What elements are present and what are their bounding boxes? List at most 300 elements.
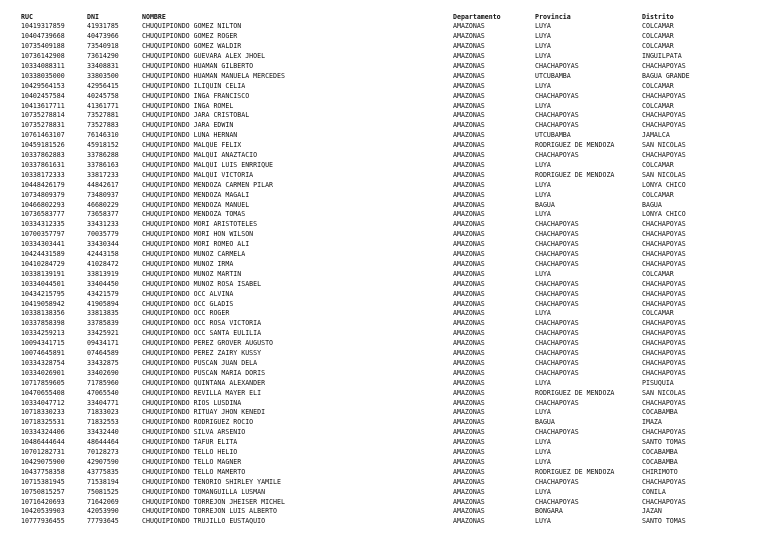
ruc-cell: 10701282731 — [21, 448, 65, 456]
nombre-cell: CHUQUIPIONDO INGA ROMEL — [142, 101, 234, 110]
distrito-cell: INGUILPATA — [642, 52, 682, 60]
nombre-cell: CHUQUIPIONDO MALQUI VICTORIA — [142, 170, 254, 179]
ruc-cell: 10761463107 — [21, 131, 65, 140]
provincia-cell: LUYA — [535, 487, 551, 496]
ruc-cell: 10459181526 — [21, 141, 65, 150]
ruc-cell: 10777936455 — [21, 517, 65, 526]
departamento-cell: AMAZONAS — [453, 160, 485, 169]
provincia-cell: LUYA — [535, 180, 551, 189]
dni-cell: 76146310 — [87, 131, 119, 140]
distrito-cell: CHACHAPOYAS — [642, 339, 686, 348]
provincia-cell: CHACHAPOYAS — [535, 240, 579, 249]
nombre-cell: CHUQUIPIONDO MUÑOZ CARMELA — [142, 250, 246, 258]
departamento-cell: AMAZONAS — [453, 220, 485, 229]
departamento-cell: AMAZONAS — [453, 180, 485, 189]
provincia-cell: LUYA — [535, 190, 551, 199]
provincia-cell: CHACHAPOYAS — [535, 230, 579, 239]
ruc-cell: 10429075900 — [21, 457, 65, 466]
dni-cell: 33402690 — [87, 368, 119, 377]
dni-cell: 40245758 — [87, 91, 119, 100]
departamento-cell: AMAZONAS — [453, 71, 485, 80]
distrito-cell: CHIRIMOTO — [642, 467, 678, 476]
table-row — [0, 408, 768, 418]
table-row — [0, 488, 768, 498]
nombre-cell: CHUQUIPIONDO RODRIGUEZ ROCIO — [142, 418, 254, 427]
dni-cell: 40473966 — [87, 32, 119, 41]
distrito-cell: BAGUA — [642, 200, 662, 209]
provincia-cell: LUYA — [535, 269, 551, 278]
dni-cell: 41361771 — [87, 101, 119, 110]
provincia-cell: RODRIGUEZ DE MENDOZA — [535, 170, 615, 179]
table-row — [0, 191, 768, 201]
provincia-cell: LUYA — [535, 52, 551, 60]
ruc-cell: 10736142908 — [21, 52, 65, 60]
provincia-cell: LUYA — [535, 22, 551, 31]
dni-cell: 71832553 — [87, 418, 119, 427]
dni-cell: 33432875 — [87, 358, 119, 367]
dni-cell: 33432440 — [87, 428, 119, 437]
provincia-cell: CHACHAPOYAS — [535, 428, 579, 437]
distrito-cell: IMAZA — [642, 418, 662, 427]
distrito-cell: COCABAMBA — [642, 408, 678, 417]
distrito-cell: CHACHAPOYAS — [642, 398, 686, 407]
provincia-cell: LUYA — [535, 408, 551, 417]
provincia-cell: CHACHAPOYAS — [535, 111, 579, 120]
departamento-cell: AMAZONAS — [453, 200, 485, 209]
nombre-cell: CHUQUIPIONDO PUSCAN JUAN DELA — [142, 358, 258, 367]
nombre-cell: CHUQUIPIONDO TELLO HELIO — [142, 448, 238, 456]
provincia-cell: CHACHAPOYAS — [535, 220, 579, 229]
distrito-cell: LONYA CHICO — [642, 210, 686, 219]
dni-cell: 71642069 — [87, 497, 119, 506]
dni-cell: 33813835 — [87, 309, 119, 318]
distrito-cell: CHACHAPOYAS — [642, 358, 686, 367]
distrito-cell: CHACHAPOYAS — [642, 111, 686, 120]
departamento-cell: AMAZONAS — [453, 319, 485, 328]
ruc-cell: 10715381945 — [21, 477, 65, 486]
nombre-cell: CHUQUIPIONDO RITUAY JHON KENEDI — [142, 408, 266, 417]
distrito-cell: COLCAMAR — [642, 160, 674, 169]
distrito-cell: PISUQUIA — [642, 378, 674, 387]
table-row — [0, 181, 768, 191]
provincia-cell: LUYA — [535, 42, 551, 51]
departamento-cell: AMAZONAS — [453, 111, 485, 120]
table-row — [0, 270, 768, 280]
provincia-cell: LUYA — [535, 378, 551, 387]
table-row — [0, 309, 768, 319]
distrito-cell: CHACHAPOYAS — [642, 428, 686, 437]
ruc-cell: 10074645891 — [21, 349, 65, 357]
table-row — [0, 230, 768, 240]
ruc-cell: 10717859605 — [21, 378, 65, 387]
provincia-cell: LUYA — [535, 309, 551, 318]
distrito-cell: COLCAMAR — [642, 101, 674, 110]
ruc-cell: 10338138356 — [21, 309, 65, 318]
nombre-cell: CHUQUIPIONDO MENDOZA TOMAS — [142, 210, 246, 219]
nombre-cell: CHUQUIPIONDO PEREZ GROVER AUGUSTO — [142, 339, 274, 348]
dni-cell: 33786288 — [87, 151, 119, 159]
ruc-cell: 10420539903 — [21, 507, 65, 516]
distrito-cell: CHACHAPOYAS — [642, 220, 686, 229]
departamento-cell: AMAZONAS — [453, 339, 485, 348]
distrito-cell: COLCAMAR — [642, 269, 674, 278]
ruc-cell: 10334312335 — [21, 220, 65, 229]
distrito-cell: CHACHAPOYAS — [642, 240, 686, 249]
provincia-cell: CHACHAPOYAS — [535, 368, 579, 377]
departamento-cell: AMAZONAS — [453, 279, 485, 288]
table-row — [0, 507, 768, 517]
dni-cell: 73658377 — [87, 210, 119, 219]
ruc-cell: 10402457584 — [21, 91, 65, 100]
table-row — [0, 161, 768, 171]
nombre-cell: CHUQUIPIONDO MALQUE FELIX — [142, 141, 242, 150]
departamento-cell: AMAZONAS — [453, 121, 485, 130]
provincia-cell: CHACHAPOYAS — [535, 279, 579, 288]
departamento-cell: AMAZONAS — [453, 22, 485, 31]
departamento-cell: AMAZONAS — [453, 358, 485, 367]
provincia-cell: CHACHAPOYAS — [535, 398, 579, 407]
departamento-cell: AMAZONAS — [453, 448, 485, 456]
nombre-cell: CHUQUIPIONDO MORI HON WILSON — [142, 230, 254, 239]
table-row — [0, 290, 768, 300]
distrito-cell: CHACHAPOYAS — [642, 250, 686, 258]
nombre-cell: CHUQUIPIONDO HUAMAN MANUELA MERCEDES — [142, 71, 285, 80]
ruc-cell: 10734809379 — [21, 190, 65, 199]
distrito-cell: LONYA CHICO — [642, 180, 686, 189]
nombre-cell: CHUQUIPIONDO MENDOZA MAGALI — [142, 190, 250, 199]
departamento-cell: AMAZONAS — [453, 477, 485, 486]
departamento-cell: AMAZONAS — [453, 131, 485, 140]
ruc-cell: 10466802293 — [21, 200, 65, 209]
departamento-cell: AMAZONAS — [453, 497, 485, 506]
dni-cell: 33430344 — [87, 240, 119, 249]
departamento-cell: AMAZONAS — [453, 151, 485, 159]
nombre-cell: CHUQUIPIONDO MUÑOZ IRMA — [142, 259, 234, 268]
departamento-cell: AMAZONAS — [453, 329, 485, 338]
provincia-cell: CHACHAPOYAS — [535, 319, 579, 328]
nombre-cell: CHUQUIPIONDO OCC ALVINA — [142, 289, 234, 298]
distrito-cell: COCABAMBA — [642, 448, 678, 456]
table-row — [0, 131, 768, 141]
provincia-cell: CHACHAPOYAS — [535, 121, 579, 130]
table-row — [0, 438, 768, 448]
dni-cell: 33404450 — [87, 279, 119, 288]
table-row — [0, 72, 768, 82]
nombre-cell: CHUQUIPIONDO MALQUI LUIS ENRRIQUE — [142, 160, 274, 169]
provincia-cell: LUYA — [535, 438, 551, 447]
provincia-cell: CHACHAPOYAS — [535, 289, 579, 298]
nombre-cell: CHUQUIPIONDO SILVA ARSENIO — [142, 428, 246, 437]
ruc-cell: 10410284729 — [21, 259, 65, 268]
ruc-cell: 10718330233 — [21, 408, 65, 417]
departamento-cell: AMAZONAS — [453, 210, 485, 219]
dni-cell: 45918152 — [87, 141, 119, 150]
nombre-cell: CHUQUIPIONDO OCC GLADIS — [142, 299, 234, 308]
dni-cell: 09434171 — [87, 339, 119, 348]
table-row — [0, 201, 768, 211]
distrito-cell: COLCAMAR — [642, 22, 674, 31]
dni-cell: 33803500 — [87, 71, 119, 80]
provincia-cell: LUYA — [535, 32, 551, 41]
ruc-cell: 10334047712 — [21, 398, 65, 407]
distrito-cell: COLCAMAR — [642, 81, 674, 90]
dni-cell: 33786163 — [87, 160, 119, 169]
nombre-cell: CHUQUIPIONDO MUÑOZ MARTIN — [142, 269, 242, 278]
provincia-cell: CHACHAPOYAS — [535, 61, 579, 70]
ruc-cell: 10735278831 — [21, 121, 65, 130]
provincia-cell: CHACHAPOYAS — [535, 497, 579, 506]
nombre-cell: CHUQUIPIONDO OCC ROSA VICTORIA — [142, 319, 262, 328]
table-row — [0, 210, 768, 220]
ruc-cell: 10429564153 — [21, 81, 65, 90]
dni-cell: 43421579 — [87, 289, 119, 298]
provincia-cell: CHACHAPOYAS — [535, 151, 579, 159]
provincia-cell: BONGARA — [535, 507, 563, 516]
provincia-cell: CHACHAPOYAS — [535, 339, 579, 348]
nombre-cell: CHUQUIPIONDO MORI ROMEO ALI — [142, 240, 250, 249]
departamento-cell: AMAZONAS — [453, 190, 485, 199]
ruc-cell: 10337861631 — [21, 160, 65, 169]
nombre-cell: CHUQUIPIONDO TOMANGUILLA LUSMAN — [142, 487, 266, 496]
departamento-cell: AMAZONAS — [453, 428, 485, 437]
distrito-cell: CHACHAPOYAS — [642, 151, 686, 159]
provincia-cell: RODRIGUEZ DE MENDOZA — [535, 388, 615, 397]
header-ruc: RUC — [21, 12, 33, 21]
distrito-cell: CHACHAPOYAS — [642, 259, 686, 268]
nombre-cell: CHUQUIPIONDO HUAMAN GILBERTO — [142, 61, 254, 70]
dni-cell: 71785960 — [87, 378, 119, 387]
ruc-cell: 10419058942 — [21, 299, 65, 308]
departamento-cell: AMAZONAS — [453, 467, 485, 476]
departamento-cell: AMAZONAS — [453, 32, 485, 41]
nombre-cell: CHUQUIPIONDO QUINTANA ALEXANDER — [142, 378, 266, 387]
departamento-cell: AMAZONAS — [453, 91, 485, 100]
header-departamento: Departamento — [453, 12, 501, 21]
ruc-cell: 10337862883 — [21, 151, 65, 159]
provincia-cell: CHACHAPOYAS — [535, 358, 579, 367]
ruc-cell: 10735278814 — [21, 111, 65, 120]
departamento-cell: AMAZONAS — [453, 61, 485, 70]
header-nombre: NOMBRE — [142, 12, 166, 21]
table-row — [0, 517, 768, 527]
distrito-cell: COLCAMAR — [642, 32, 674, 41]
table-header-row — [0, 13, 768, 23]
table-row — [0, 379, 768, 389]
dni-cell: 42956415 — [87, 81, 119, 90]
departamento-cell: AMAZONAS — [453, 81, 485, 90]
nombre-cell: CHUQUIPIONDO TAFUR ELITA — [142, 438, 238, 447]
dni-cell: 33404771 — [87, 398, 119, 407]
distrito-cell: SANTO TOMAS — [642, 517, 686, 526]
departamento-cell: AMAZONAS — [453, 259, 485, 268]
dni-cell: 33785839 — [87, 319, 119, 328]
table-row — [0, 121, 768, 131]
distrito-cell: JAZAN — [642, 507, 662, 516]
distrito-cell: SAN NICOLAS — [642, 170, 686, 179]
ruc-cell: 10334303441 — [21, 240, 65, 249]
nombre-cell: CHUQUIPIONDO MENDOZA MANUEL — [142, 200, 250, 209]
table-row — [0, 111, 768, 121]
ruc-cell: 10338172333 — [21, 170, 65, 179]
dni-cell: 73527883 — [87, 121, 119, 130]
nombre-cell: CHUQUIPIONDO TORREJON JHEISER MICHEL — [142, 497, 285, 506]
ruc-cell: 10750815257 — [21, 487, 65, 496]
departamento-cell: AMAZONAS — [453, 418, 485, 427]
ruc-cell: 10736583777 — [21, 210, 65, 219]
nombre-cell: CHUQUIPIONDO TELLO MAMERTO — [142, 467, 246, 476]
nombre-cell: CHUQUIPIONDO MUÑOZ ROSA ISABEL — [142, 279, 262, 288]
ruc-cell: 10334088311 — [21, 61, 65, 70]
dni-cell: 73480937 — [87, 190, 119, 199]
dni-cell: 73527881 — [87, 111, 119, 120]
nombre-cell: CHUQUIPIONDO TRUJILLO EUSTAQUIO — [142, 517, 266, 526]
nombre-cell: CHUQUIPIONDO REVILLA MAYER ELI — [142, 388, 262, 397]
table-row — [0, 250, 768, 260]
table-row — [0, 171, 768, 181]
distrito-cell: COLCAMAR — [642, 42, 674, 51]
dni-cell: 73614290 — [87, 52, 119, 60]
dni-cell: 70035779 — [87, 230, 119, 239]
distrito-cell: SAN NICOLAS — [642, 388, 686, 397]
departamento-cell: AMAZONAS — [453, 240, 485, 249]
distrito-cell: CHACHAPOYAS — [642, 230, 686, 239]
nombre-cell: CHUQUIPIONDO GUEVARA ALEX JHOEL — [142, 52, 266, 60]
dni-cell: 44842617 — [87, 180, 119, 189]
table-row — [0, 240, 768, 250]
provincia-cell: CHACHAPOYAS — [535, 477, 579, 486]
ruc-cell: 10334044501 — [21, 279, 65, 288]
nombre-cell: CHUQUIPIONDO MORI ARISTOTELES — [142, 220, 258, 229]
nombre-cell: CHUQUIPIONDO GOMEZ NILTON — [142, 22, 242, 31]
nombre-cell: CHUQUIPIONDO TENORIO SHIRLEY YAMILE — [142, 477, 281, 486]
nombre-cell: CHUQUIPIONDO PEREZ ZAIRY KUSSY — [142, 349, 262, 357]
header-dni: DNI — [87, 12, 99, 21]
table-row — [0, 62, 768, 72]
dni-cell: 41905894 — [87, 299, 119, 308]
distrito-cell: COCABAMBA — [642, 457, 678, 466]
provincia-cell: LUYA — [535, 160, 551, 169]
nombre-cell: CHUQUIPIONDO LUNA HERNAN — [142, 131, 238, 140]
ruc-cell: 10413617711 — [21, 101, 65, 110]
departamento-cell: AMAZONAS — [453, 299, 485, 308]
nombre-cell: CHUQUIPIONDO OCC ROGER — [142, 309, 230, 318]
dni-cell: 42443158 — [87, 250, 119, 258]
distrito-cell: CHACHAPOYAS — [642, 349, 686, 357]
ruc-cell: 10338035000 — [21, 71, 65, 80]
table-row — [0, 428, 768, 438]
provincia-cell: CHACHAPOYAS — [535, 250, 579, 258]
dni-cell: 07464589 — [87, 349, 119, 357]
dni-cell: 41931785 — [87, 22, 119, 31]
nombre-cell: CHUQUIPIONDO JARA CRISTOBAL — [142, 111, 250, 120]
distrito-cell: CHACHAPOYAS — [642, 279, 686, 288]
ruc-cell: 10448426179 — [21, 180, 65, 189]
distrito-cell: BAGUA GRANDE — [642, 71, 690, 80]
ruc-cell: 10334328754 — [21, 358, 65, 367]
table-row — [0, 468, 768, 478]
ruc-cell: 10337858398 — [21, 319, 65, 328]
provincia-cell: BAGUA — [535, 200, 555, 209]
nombre-cell: CHUQUIPIONDO INGA FRANCISCO — [142, 91, 250, 100]
ruc-cell: 10404739668 — [21, 32, 65, 41]
departamento-cell: AMAZONAS — [453, 388, 485, 397]
nombre-cell: CHUQUIPIONDO GOMEZ ROGER — [142, 32, 238, 41]
provincia-cell: RODRIGUEZ DE MENDOZA — [535, 141, 615, 150]
table-row — [0, 448, 768, 458]
dni-cell: 41028472 — [87, 259, 119, 268]
table-row — [0, 418, 768, 428]
departamento-cell: AMAZONAS — [453, 507, 485, 516]
ruc-cell: 10334026901 — [21, 368, 65, 377]
departamento-cell: AMAZONAS — [453, 289, 485, 298]
nombre-cell: CHUQUIPIONDO OCC SANTA EULILIA — [142, 329, 262, 338]
table-row — [0, 329, 768, 339]
table-row — [0, 260, 768, 270]
table-row — [0, 42, 768, 52]
dni-cell: 42053990 — [87, 507, 119, 516]
distrito-cell: CHACHAPOYAS — [642, 477, 686, 486]
table-row — [0, 151, 768, 161]
ruc-cell: 10718325531 — [21, 418, 65, 427]
table-row — [0, 220, 768, 230]
distrito-cell: COLCAMAR — [642, 190, 674, 199]
table-row — [0, 369, 768, 379]
table-row — [0, 478, 768, 488]
distrito-cell: CHACHAPOYAS — [642, 319, 686, 328]
table-row — [0, 82, 768, 92]
table-row — [0, 319, 768, 329]
table-row — [0, 389, 768, 399]
ruc-cell: 10424431589 — [21, 250, 65, 258]
departamento-cell: AMAZONAS — [453, 349, 485, 357]
dni-cell: 33408831 — [87, 61, 119, 70]
departamento-cell: AMAZONAS — [453, 378, 485, 387]
departamento-cell: AMAZONAS — [453, 309, 485, 318]
ruc-cell: 10334324406 — [21, 428, 65, 437]
table-row — [0, 339, 768, 349]
provincia-cell: CHACHAPOYAS — [535, 349, 579, 357]
provincia-cell: CHACHAPOYAS — [535, 91, 579, 100]
table-row — [0, 359, 768, 369]
departamento-cell: AMAZONAS — [453, 269, 485, 278]
distrito-cell: CHACHAPOYAS — [642, 329, 686, 338]
departamento-cell: AMAZONAS — [453, 517, 485, 526]
provincia-cell: LUYA — [535, 517, 551, 526]
nombre-cell: CHUQUIPIONDO TORREJON LUIS ALBERTO — [142, 507, 277, 516]
departamento-cell: AMAZONAS — [453, 52, 485, 60]
provincia-cell: UTCUBAMBA — [535, 71, 571, 80]
provincia-cell: LUYA — [535, 210, 551, 219]
ruc-cell: 10437758358 — [21, 467, 65, 476]
departamento-cell: AMAZONAS — [453, 487, 485, 496]
table-row — [0, 280, 768, 290]
ruc-cell: 10338139191 — [21, 269, 65, 278]
dni-cell: 71833023 — [87, 408, 119, 417]
nombre-cell: CHUQUIPIONDO RIOS LUSDINA — [142, 398, 242, 407]
header-distrito: Distrito — [642, 12, 674, 21]
ruc-cell: 10735409188 — [21, 42, 65, 51]
ruc-cell: 10334259213 — [21, 329, 65, 338]
distrito-cell: CHACHAPOYAS — [642, 497, 686, 506]
distrito-cell: CHACHAPOYAS — [642, 61, 686, 70]
table-row — [0, 32, 768, 42]
table-row — [0, 300, 768, 310]
dni-cell: 71538194 — [87, 477, 119, 486]
dni-cell: 73540918 — [87, 42, 119, 51]
distrito-cell: CHACHAPOYAS — [642, 121, 686, 130]
nombre-cell: CHUQUIPIONDO MENDOZA CARMEN PILAR — [142, 180, 274, 189]
departamento-cell: AMAZONAS — [453, 368, 485, 377]
